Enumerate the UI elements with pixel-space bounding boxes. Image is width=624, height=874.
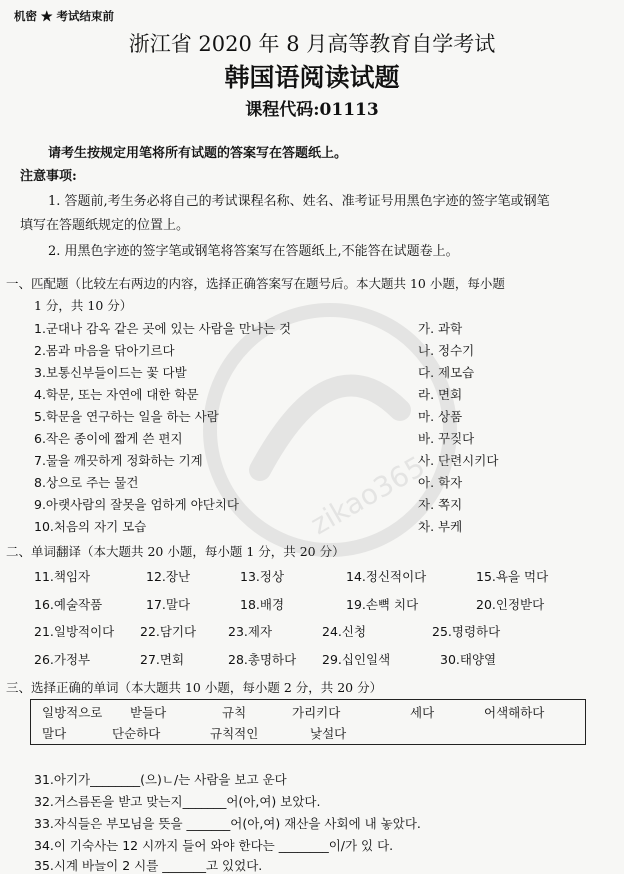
word-bank-item: 받들다: [130, 705, 167, 720]
vocab-item: 12.장난: [146, 569, 191, 584]
vocab-item: 11.책임자: [34, 569, 91, 584]
match-left-item: 9.아랫사람의 잘못을 엄하게 야단치다: [34, 497, 239, 512]
notes-title: 注意事项:: [20, 169, 77, 184]
section2-title: 二、单词翻译（本大题共 20 小题，每小题 1 分，共 20 分）: [6, 544, 345, 559]
word-bank-item: 말다: [42, 726, 67, 741]
exam-title: 浙江省 2020 年 8 月高等教育自学考试: [128, 32, 496, 56]
match-right-item: 자. 쪽지: [418, 497, 463, 512]
vocab-item: 30.태양열: [440, 652, 497, 667]
vocab-item: 26.가정부: [34, 652, 91, 667]
fill-question: 32.거스름돈을 받고 맞는지_______어(아,여) 보았다.: [34, 794, 321, 809]
match-left-item: 2.몸과 마음을 닦아기르다: [34, 343, 175, 358]
match-left-item: 7.물을 깨끗하게 정화하는 기계: [34, 453, 203, 468]
word-bank-item: 어색해하다: [484, 705, 545, 720]
match-right-item: 마. 상품: [418, 409, 463, 424]
match-right-item: 가. 과학: [418, 321, 463, 336]
main-instruction: 请考生按规定用笔将所有试题的答案写在答题纸上。: [48, 146, 348, 161]
match-right-item: 다. 제모습: [418, 365, 475, 380]
course-code: 课程代码:01113: [245, 100, 379, 120]
match-right-item: 바. 꾸짖다: [418, 431, 475, 446]
match-left-item: 1.군대나 감옥 같은 곳에 있는 사람을 만나는 것: [34, 321, 292, 336]
confidential-mark: 机密 ★ 考试结束前: [14, 9, 115, 23]
match-left-item: 10.처음의 자기 모습: [34, 519, 147, 534]
vocab-item: 16.예술작품: [34, 597, 103, 612]
word-bank-item: 단순하다: [112, 726, 161, 741]
match-left-item: 6.작은 종이에 짧게 쓴 편지: [34, 431, 183, 446]
match-right-item: 라. 면회: [418, 387, 463, 402]
vocab-item: 21.일방적이다: [34, 624, 115, 639]
word-bank-item: 세다: [410, 705, 435, 720]
note-2: 2. 用黑色字迹的签字笔或钢笔将答案写在答题纸上,不能答在试题卷上。: [48, 244, 459, 259]
vocab-item: 22.담기다: [140, 624, 197, 639]
vocab-item: 24.신청: [322, 624, 367, 639]
vocab-item: 15.욕을 먹다: [476, 569, 549, 584]
word-bank-item: 규칙: [222, 705, 247, 720]
note-1-line-1: 1. 答题前,考生务必将自己的考试课程名称、姓名、准考证号用黑色字迹的签字笔或钢笔: [48, 194, 550, 209]
vocab-item: 23.제자: [228, 624, 273, 639]
word-bank-item: 규칙적인: [210, 726, 259, 741]
match-right-item: 사. 단련시키다: [418, 453, 499, 468]
section3-title: 三、选择正确的单词（本大题共 10 小题，每小题 2 分，共 20 分）: [6, 680, 383, 695]
fill-question: 31.아기가________(으)ㄴ/는 사람을 보고 운다: [34, 772, 287, 787]
vocab-item: 17.말다: [146, 597, 191, 612]
match-left-item: 5.학문을 연구하는 일을 하는 사람: [34, 409, 219, 424]
match-left-item: 3.보통신부들이드는 꽃 다발: [34, 365, 187, 380]
vocab-item: 28.총명하다: [228, 652, 297, 667]
subject-title: 韩国语阅读试题: [224, 63, 400, 92]
word-bank-item: 일방적으로: [42, 705, 103, 720]
vocab-item: 29.십인일색: [322, 652, 391, 667]
vocab-item: 19.손뼉 치다: [346, 597, 419, 612]
match-left-item: 8.상으로 주는 물건: [34, 475, 139, 490]
vocab-item: 25.명령하다: [432, 624, 501, 639]
vocab-item: 13.정상: [240, 569, 285, 584]
match-right-item: 나. 정수기: [418, 343, 475, 358]
fill-question: 34.이 기숙사는 12 시까지 들어 와야 한다는 ________이/가 있 다.: [34, 838, 394, 853]
note-1-line-2: 填写在答题纸规定的位置上。: [20, 218, 190, 233]
match-right-item: 차. 부케: [418, 519, 463, 534]
vocab-item: 14.정신적이다: [346, 569, 427, 584]
word-bank-item: 낯설다: [310, 726, 347, 741]
section1-title-line2: 1 分，共 10 分）: [34, 298, 133, 313]
fill-question: 35.시계 바늘이 2 시를 _______고 있었다.: [34, 858, 263, 873]
word-bank-item: 가리키다: [292, 705, 341, 720]
vocab-item: 27.면회: [140, 652, 185, 667]
match-left-item: 4.학문, 또는 자연에 대한 학문: [34, 387, 199, 402]
watermark-text: zikao365: [304, 449, 431, 542]
vocab-item: 20.인정받다: [476, 597, 545, 612]
section1-title-line1: 一、匹配题（比较左右两边的内容，选择正确答案写在题号后。本大题共 10 小题，每小题: [6, 276, 505, 291]
vocab-item: 18.배경: [240, 597, 285, 612]
match-right-item: 아. 학자: [418, 475, 463, 490]
fill-question: 33.자식들은 부모님을 뜻을 _______어(아,여) 재산을 사회에 내 놓았다.: [34, 816, 421, 831]
